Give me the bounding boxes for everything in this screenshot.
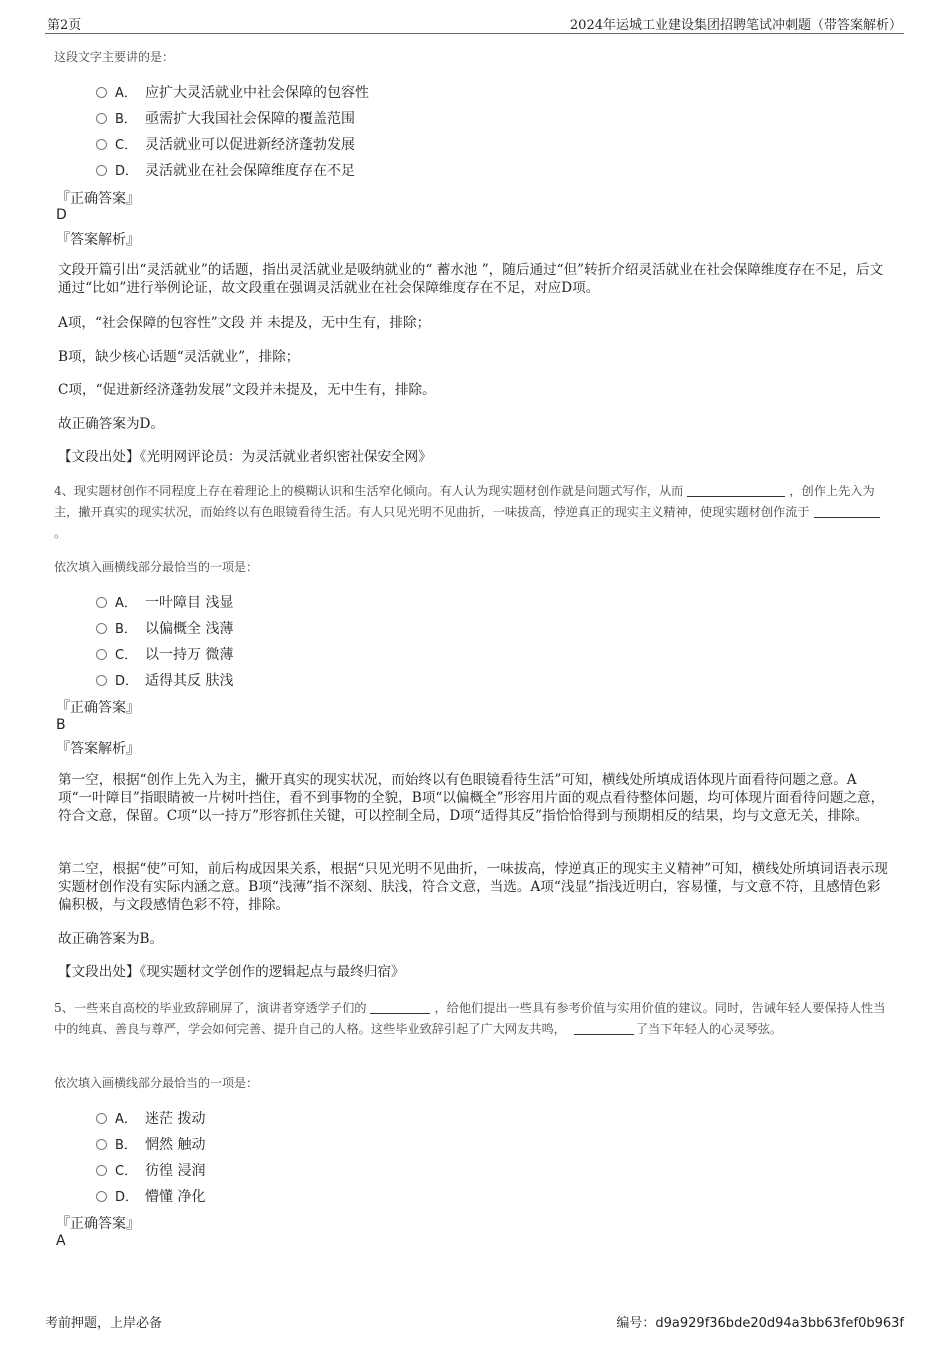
q3-analysis-label: 『答案解析』 [56, 232, 140, 248]
q3-analysis-paragraph: A项，“社会保障的包容性”文段 并 未提及，无中生有，排除； [58, 315, 431, 331]
q3-option-a[interactable]: A． 应扩大灵活就业中社会保障的包容性 [96, 82, 369, 102]
radio-icon[interactable] [96, 649, 107, 660]
q3-prompt: 这段文字主要讲的是： [54, 50, 175, 64]
q5-option-c[interactable]: C． 彷徨 浸润 [96, 1160, 205, 1180]
q3-analysis-conclusion: 故正确答案为D。 [58, 416, 165, 432]
q4-option-a[interactable]: A． 一叶障目 浅显 [96, 592, 233, 612]
q5-answer-label: 『正确答案』 [56, 1216, 140, 1232]
q5-option-b[interactable]: B． 惘然 触动 [96, 1134, 205, 1154]
radio-icon[interactable] [96, 1165, 107, 1176]
radio-icon[interactable] [96, 165, 107, 176]
q3-option-d[interactable]: D． 灵活就业在社会保障维度存在不足 [96, 160, 355, 180]
q5-prompt: 依次填入画横线部分最恰当的一项是： [54, 1076, 259, 1090]
q4-analysis-paragraph: 第一空，根据“创作上先入为主，撇开真实的现实状况，而始终以有色眼镜看待生活”可知，横线处所填成语体现片面看待问题之意。A项“一叶障目”指眼睛被一片树叶挡住，看不到事物的全貌，B项“以偏概全”形容用片面的观点看待整体问题，均可体现片面看待问题之意，符合文意，保留。C项“以一持万”形容抓住关键，可以控制全局，D项“适得其反”指恰恰得到与预期相反的结果，均与文意无关，排除。 [58, 772, 885, 824]
q3-answer-label: 『正确答案』 [56, 191, 140, 207]
q3-analysis-paragraph: B项，缺少核心话题“灵活就业”，排除； [58, 349, 300, 365]
blank-line [687, 484, 785, 497]
radio-icon[interactable] [96, 139, 107, 150]
q3-option-b[interactable]: B． 亟需扩大我国社会保障的覆盖范围 [96, 108, 355, 128]
blank-line [814, 505, 880, 518]
radio-icon[interactable] [96, 87, 107, 98]
q3-option-c[interactable]: C． 灵活就业可以促进新经济蓬勃发展 [96, 134, 355, 154]
q4-analysis-conclusion: 故正确答案为B。 [58, 931, 164, 947]
radio-icon[interactable] [96, 1139, 107, 1150]
document-title: 2024年运城工业建设集团招聘笔试冲刺题（带答案解析） [569, 18, 902, 33]
radio-icon[interactable] [96, 113, 107, 124]
document-id: 编号：d9a929f36bde20d94a3bb63fef0b963f [616, 1316, 904, 1331]
q4-stem: 4、现实题材创作不同程度上存在着理论上的模糊认识和生活窄化倾向。有人认为现实题材创作就是问题式写作，从而 ，创作上先入为主，撇开真实的现实状况，而始终以有色眼镜看待生活。有人只见光明不见曲折，一味拔高，悖逆真正的现实主义精神，使现实题材创作流于。 [54, 481, 892, 544]
q5-stem: 5、一些来自高校的毕业致辞刷屏了，演讲者穿透学子们的 ，给他们提出一些具有参考价值与实用价值的建议。同时，告诫年轻人要保持人性当中的纯真、善良与尊严，学会如何完善、提升自己的人格。这些毕业致辞引起了广大网友共鸣， 了当下年轻人的心灵琴弦。 [54, 1001, 886, 1036]
q4-prompt: 依次填入画横线部分最恰当的一项是： [54, 560, 259, 574]
page-header [45, 14, 904, 34]
q4-source: 【文段出处】《现实题材文学创作的逻辑起点与最终归宿》 [58, 964, 405, 980]
q4-analysis-label: 『答案解析』 [56, 741, 140, 757]
radio-icon[interactable] [96, 1113, 107, 1124]
q5-option-a[interactable]: A． 迷茫 拨动 [96, 1108, 205, 1128]
q5-answer: A [56, 1233, 66, 1249]
radio-icon[interactable] [96, 597, 107, 608]
q4-analysis-paragraph: 第二空，根据“使”可知，前后构成因果关系，根据“只见光明不见曲折，一味拔高，悖逆真正的现实主义精神”可知，横线处所填词语表示现实题材创作没有实际内涵之意。B项“浅薄”指不深刻、肤浅，符合文意，当选。A项“浅显”指浅近明白，容易懂，与文意不符，且感情色彩偏积极，与文段感情色彩不符，排除。 [58, 861, 888, 913]
blank-line [370, 1001, 430, 1014]
radio-icon[interactable] [96, 675, 107, 686]
q3-source: 【文段出处】《光明网评论员：为灵活就业者织密社保安全网》 [58, 449, 432, 465]
blank-line [574, 1022, 634, 1035]
radio-icon[interactable] [96, 623, 107, 634]
q4-answer: B [56, 717, 66, 733]
q4-option-b[interactable]: B． 以偏概全 浅薄 [96, 618, 233, 638]
q3-analysis-paragraph: C项，“促进新经济蓬勃发展”文段并未提及，无中生有，排除。 [58, 382, 436, 398]
q4-option-c[interactable]: C． 以一持万 微薄 [96, 644, 233, 664]
radio-icon[interactable] [96, 1191, 107, 1202]
q4-option-d[interactable]: D． 适得其反 肤浅 [96, 670, 233, 690]
footer-slogan: 考前押题，上岸必备 [45, 1316, 163, 1331]
q3-analysis-paragraph: 文段开篇引出“灵活就业”的话题，指出灵活就业是吸纳就业的“ 蓄水池 ”，随后通过“但”转折介绍灵活就业在社会保障维度存在不足，后文通过“比如”进行举例论证，故文段重在强调灵活就业在社会保障维度存在不足，对应D项。 [58, 262, 884, 296]
q4-answer-label: 『正确答案』 [56, 700, 140, 716]
q3-answer: D [56, 207, 67, 223]
page-number: 第2页 [47, 18, 82, 33]
q5-option-d[interactable]: D． 懵懂 净化 [96, 1186, 205, 1206]
